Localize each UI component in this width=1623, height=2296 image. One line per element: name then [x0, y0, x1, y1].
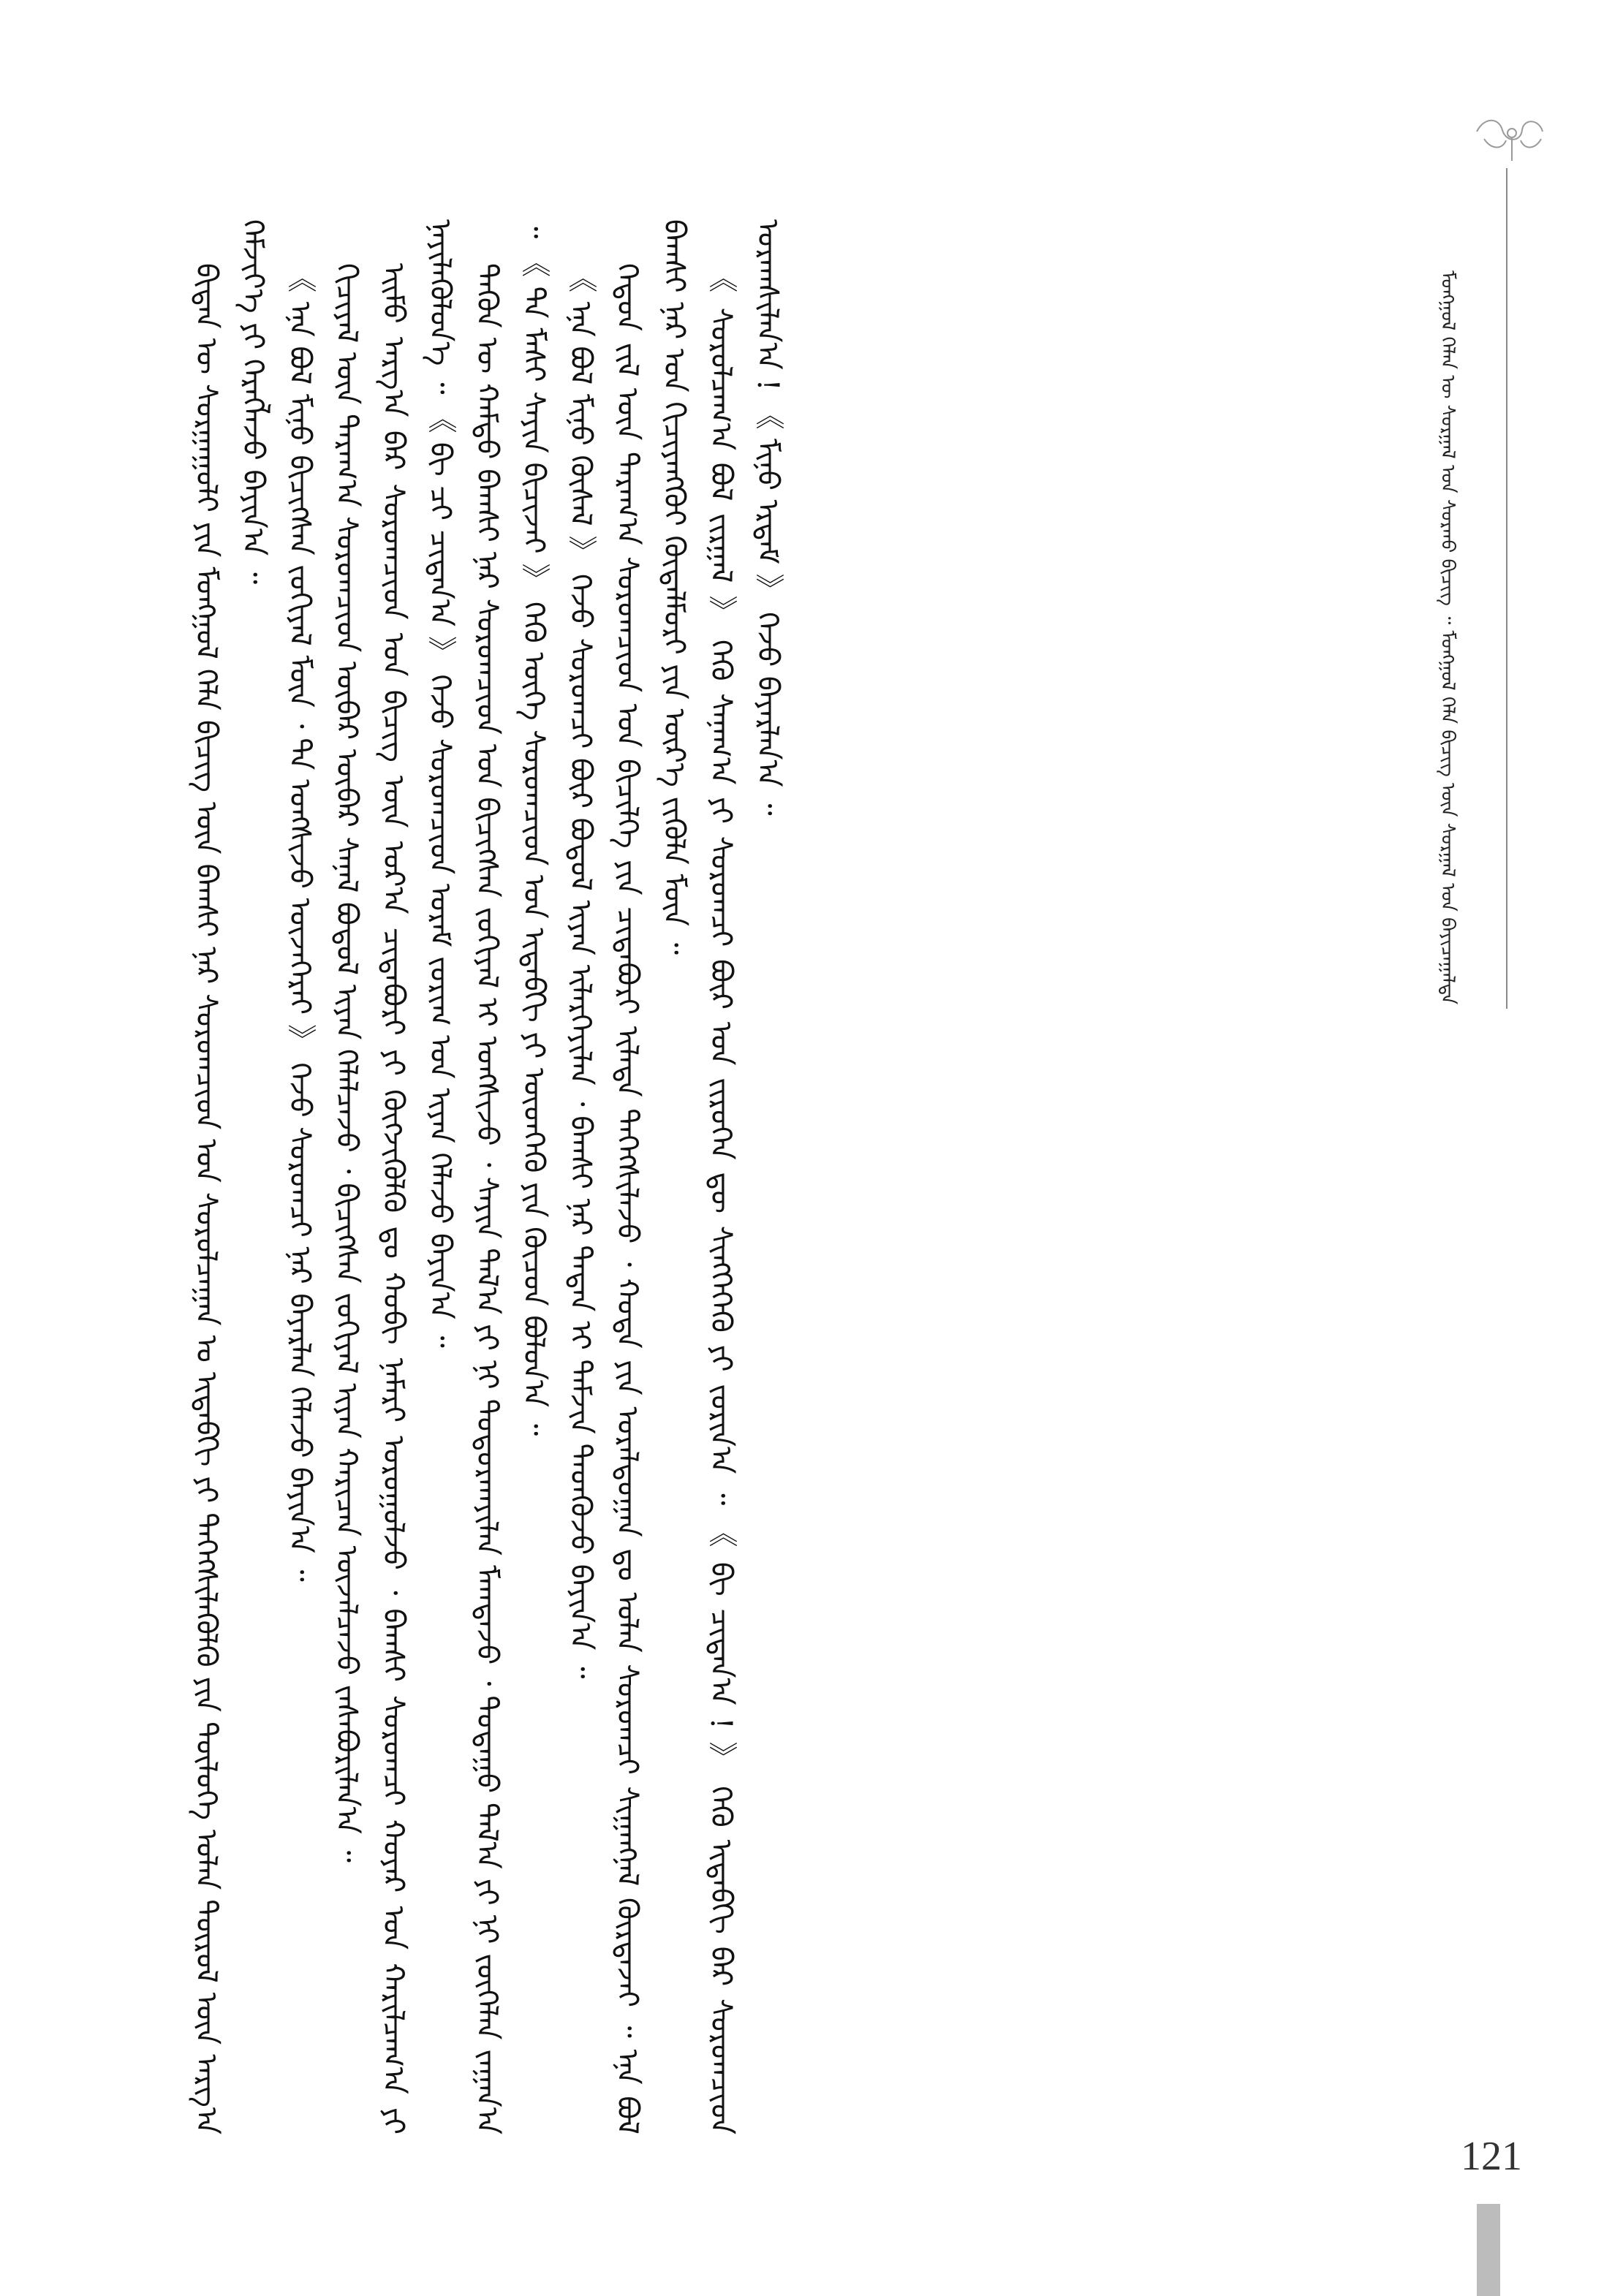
paragraph: ᠲᠡᠭᠦᠨ ᠦ ᠬᠠᠮᠲᠤ ᠪᠠᠭᠰᠢ ᠨᠠᠷ ᠰᠤᠷᠤᠭᠴᠢᠳ ᠤᠨ ᠪᠢᠴᠢᠭᠰᠡᠨ ᠵᠣᠬᠢᠶᠠᠯ ᠢ ᠤᠩᠰᠢᠵᠤ ᠂ ᠰᠠᠶᠢᠨ ᠲᠠᠯ᠎ᠠ ᠶᠢ ᠨᠢ ᠲᠣᠳᠣᠷᠬᠠᠶᠢᠯᠠᠨ ᠮᠠᠭᠲᠠᠵᠤ ᠂ ᠳᠤᠲᠠᠭᠤ ᠲᠠᠯ᠎ᠠ ᠶᠢ ᠨᠢ ᠵᠦᠭᠡᠯᠡᠨ ᠵᠠᠭᠠᠨ᠎ᠠ ᠃ 《 ᠲᠠ ᠮᠠᠰᠢ ᠰᠠᠶᠢᠨ ᠪᠢᠴᠢᠵᠡᠢ 》 ᠭᠡᠬᠦ ᠦᠭᠡ ᠰᠤᠷᠤᠭᠴᠢᠳ ᠤᠨ ᠢᠳᠡᠪᠬᠢ ᠶᠢ ᠥᠳᠬᠡᠬᠦ ᠶᠢᠨ ᠬᠦᠴᠦᠨ ᠪᠣᠯᠣᠨ᠎ᠠ ᠃: [470, 219, 551, 2134]
paragraph: ᠬᠡᠳᠦᠨ ᠵᠢᠯ ᠦᠨ ᠳᠠᠷᠠᠭ᠎ᠠ ᠰᠤᠷᠤᠭᠴᠢᠳ ᠤᠨ ᠪᠢᠴᠢᠯᠭᠡ ᠶᠢᠨ ᠴᠢᠳᠠᠪᠤᠷᠢ ᠢᠯᠡᠲᠡ ᠳᠡᠭᠡᠭᠰᠢᠯᠡᠵᠦ ᠂ ᠬᠣᠲᠠ ᠶᠢᠨ ᠤᠷᠠᠯᠳᠤᠭᠠᠨ ᠳᠤ ᠣᠯᠠᠨ ᠰᠤᠷᠤᠭᠴᠢ ᠰᠢᠭᠠᠩᠨᠠᠯ ᠬᠦᠷᠲᠡᠵᠡᠢ ᠃ ᠡᠨᠡ ᠪᠣᠯ ᠪᠠᠭᠰᠢ ᠨᠠᠷ ᠤᠨ ᠬᠢᠴᠢᠶᠡᠩᠭᠦᠢ ᠬᠥᠳᠡᠯᠮᠦᠷᠢ ᠶᠢᠨ ᠦᠷ᠎ᠡ ᠵᠢᠭᠦᠯᠡ ᠮᠥᠨ ᠃: [610, 219, 691, 2134]
paragraph: 《 ᠰᠤᠷᠤᠯᠴᠠᠭ᠎ᠠ ᠪᠣᠯ ᠵᠢᠷᠭᠠᠯ 》 ᠭᠡᠬᠦ ᠰᠠᠨᠠᠭ᠎ᠠ ᠶᠢ ᠰᠤᠷᠤᠭᠴᠢ ᠪᠦᠷ ᠤᠨ ᠵᠢᠷᠦᠬᠡᠨ ᠳᠦ ᠰᠢᠩᠭᠡᠭᠡᠬᠦ ᠶᠢ ᠵᠣᠷᠢᠨ᠎ᠠ ᠃ 《 ᠪᠢ ᠴᠢᠳᠠᠨ᠎ᠠ ! 》 ᠭᠡᠬᠦ ᠢᠳᠡᠪᠬᠢ ᠪᠠᠷ ᠰᠤᠷᠤᠭᠴᠢᠳ ᠤᠷᠠᠭᠰᠢᠯᠠᠨ᠎ᠠ ! 《 ᠮᠢᠨᠦ ᠡᠷᠳᠡᠮ 》 ᠭᠡᠵᠦ ᠪᠠᠶᠠᠷᠯᠠᠨ᠎ᠠ ᠃: [704, 219, 784, 2134]
running-title: ᠮᠣᠩᠭᠣᠯ ᠬᠡᠯᠡᠨ ᠦ ᠰᠤᠷᠭᠠᠯ ᠤᠨ ᠰᠤᠷᠬᠤ ᠪᠢᠴᠢᠭ ᠃ ᠮᠣᠩᠭᠣᠯ ᠬᠡᠯᠡ ᠪᠢᠴᠢᠭ ᠦᠨ ᠰᠤᠷᠭᠠᠯ ᠤᠨ ᠪᠠᠶᠢᠴᠠᠭᠠᠯᠲᠠ: [1437, 270, 1459, 1005]
body-text: [183, 219, 1418, 2134]
paragraph: ᠪᠢᠳᠡᠨ ᠦ ᠰᠤᠷᠭᠠᠭᠤᠯᠢ ᠶᠢᠨ ᠮᠣᠩᠭᠣᠯ ᠬᠡᠯᠡ ᠪᠢᠴᠢᠭ ᠦᠨ ᠪᠠᠭᠰᠢ ᠨᠠᠷ ᠰᠤᠷᠤᠭᠴᠢᠳ ᠤᠨ ᠰᠤᠷᠤᠯᠴᠠᠭᠠᠨ ᠤ ᠢᠳᠡᠪᠬᠢ ᠶᠢ ᠳᠡᠭᠡᠭᠰᠢᠯᠡᠭᠦᠯᠬᠦ ᠶᠢᠨ ᠲᠥᠯᠦᠭᠡ ᠣᠯᠠᠨ ᠲᠥᠷᠦᠯ ᠦᠨ ᠠᠷᠭ᠎ᠠ ᠬᠡᠮᠵᠢᠶ᠎ᠡ ᠶᠢ ᠬᠡᠷᠡᠭᠯᠡᠵᠦ ᠪᠠᠶᠢᠨ᠎ᠠ ᠃: [189, 219, 270, 2134]
paragraph: 《 ᠡᠨᠡ ᠪᠣᠯ ᠮᠢᠨᠦ ᠬᠦᠰᠡᠯ 》 ᠭᠡᠵᠦ ᠰᠤᠷᠤᠭᠴᠢ ᠪᠦᠷ ᠪᠣᠳᠣᠯ ᠢᠶᠠᠨ ᠢᠯᠡᠷᠬᠡᠶᠢᠯᠡᠨ ᠂ ᠪᠠᠭᠰᠢ ᠨᠠᠷ ᠲᠡᠳᠡᠨ ᠢ ᠳᠡᠮᠵᠢᠨ ᠲᠡᠳᠬᠦᠵᠦ ᠪᠠᠶᠢᠨ᠎ᠠ ᠃: [564, 263, 597, 1679]
paragraph: 《 ᠡᠨᠡ ᠪᠣᠯ ᠮᠢᠨᠦ ᠪᠢᠴᠢᠭᠰᠡᠨ ᠵᠣᠬᠢᠶᠠᠯ ᠮᠥᠨ ᠂ ᠲᠠ ᠤᠩᠰᠢᠵᠤ ᠦᠵᠡᠭᠡᠷᠡᠢ 》 ᠭᠡᠵᠦ ᠰᠤᠷᠤᠭᠴᠢ ᠨᠠᠷ ᠪᠠᠶᠠᠷᠯᠠᠨ ᠬᠡᠯᠡᠵᠦ ᠪᠠᠶᠢᠨ᠎ᠠ ᠃: [283, 263, 317, 1582]
paragraph: ᠡᠢᠮᠦ ᠠᠷᠭ᠎ᠠ ᠪᠠᠷ ᠰᠤᠷᠤᠭᠴᠢᠳ ᠤᠨ ᠪᠢᠴᠢᠭ ᠦᠨ ᠤᠷ᠎ᠠ ᠴᠢᠳᠠᠪᠤᠷᠢ ᠶᠢ ᠬᠥᠭᠵᠢᠭᠦᠯᠬᠦ ᠳᠤ ᠬᠤᠪᠢ ᠨᠡᠮᠡᠷᠢ ᠣᠷᠤᠭᠤᠯᠵᠤ ᠂ ᠪᠠᠭᠰᠢ ᠰᠤᠷᠤᠭᠴᠢ ᠬᠣᠶᠠᠷ ᠤᠨ ᠬᠠᠷᠢᠯᠴᠠᠭ᠎ᠠ ᠶᠢ ᠨᠡᠶᠢᠯᠡᠭᠦᠯᠦᠨ᠎ᠡ ᠃ 《 ᠪᠢ ᠴᠢ ᠴᠢᠳᠠᠨ᠎ᠠ 》 ᠭᠡᠵᠦ ᠰᠤᠷᠤᠭᠴᠢᠳ ᠤᠷᠠᠮ ᠵᠣᠷᠢᠭ ᠤᠨ ᠢᠶᠠᠨ ᠬᠡᠯᠡᠵᠦ ᠪᠠᠶᠢᠨ᠎ᠠ ᠃: [377, 219, 457, 2134]
page-number: 121: [1461, 2134, 1522, 2179]
paragraph: ᠬᠢᠴᠢᠶᠡᠯ ᠦᠨ ᠳᠠᠷᠠᠭ᠎ᠠ ᠰᠤᠷᠤᠭᠴᠢᠳ ᠥᠪᠡᠷ ᠥᠪᠡᠷ ᠰᠠᠨᠠᠯ ᠪᠣᠳᠤᠯ ᠢᠶᠠᠨ ᠬᠡᠯᠡᠯᠴᠡᠵᠦ ᠂ ᠪᠢᠴᠢᠭᠰᠡᠨ ᠵᠣᠬᠢᠶᠠᠯ ᠢᠶᠠᠨ ᠬᠠᠷᠢᠴᠠᠨ ᠦᠵᠡᠯᠴᠡᠵᠦ ᠵᠠᠰᠠᠪᠤᠷᠢᠯᠠᠨ᠎ᠠ ᠃: [330, 263, 363, 1863]
ornament-icon: [1469, 110, 1557, 168]
side-tab: [1477, 2204, 1500, 2296]
header-rule: [1506, 168, 1507, 1009]
